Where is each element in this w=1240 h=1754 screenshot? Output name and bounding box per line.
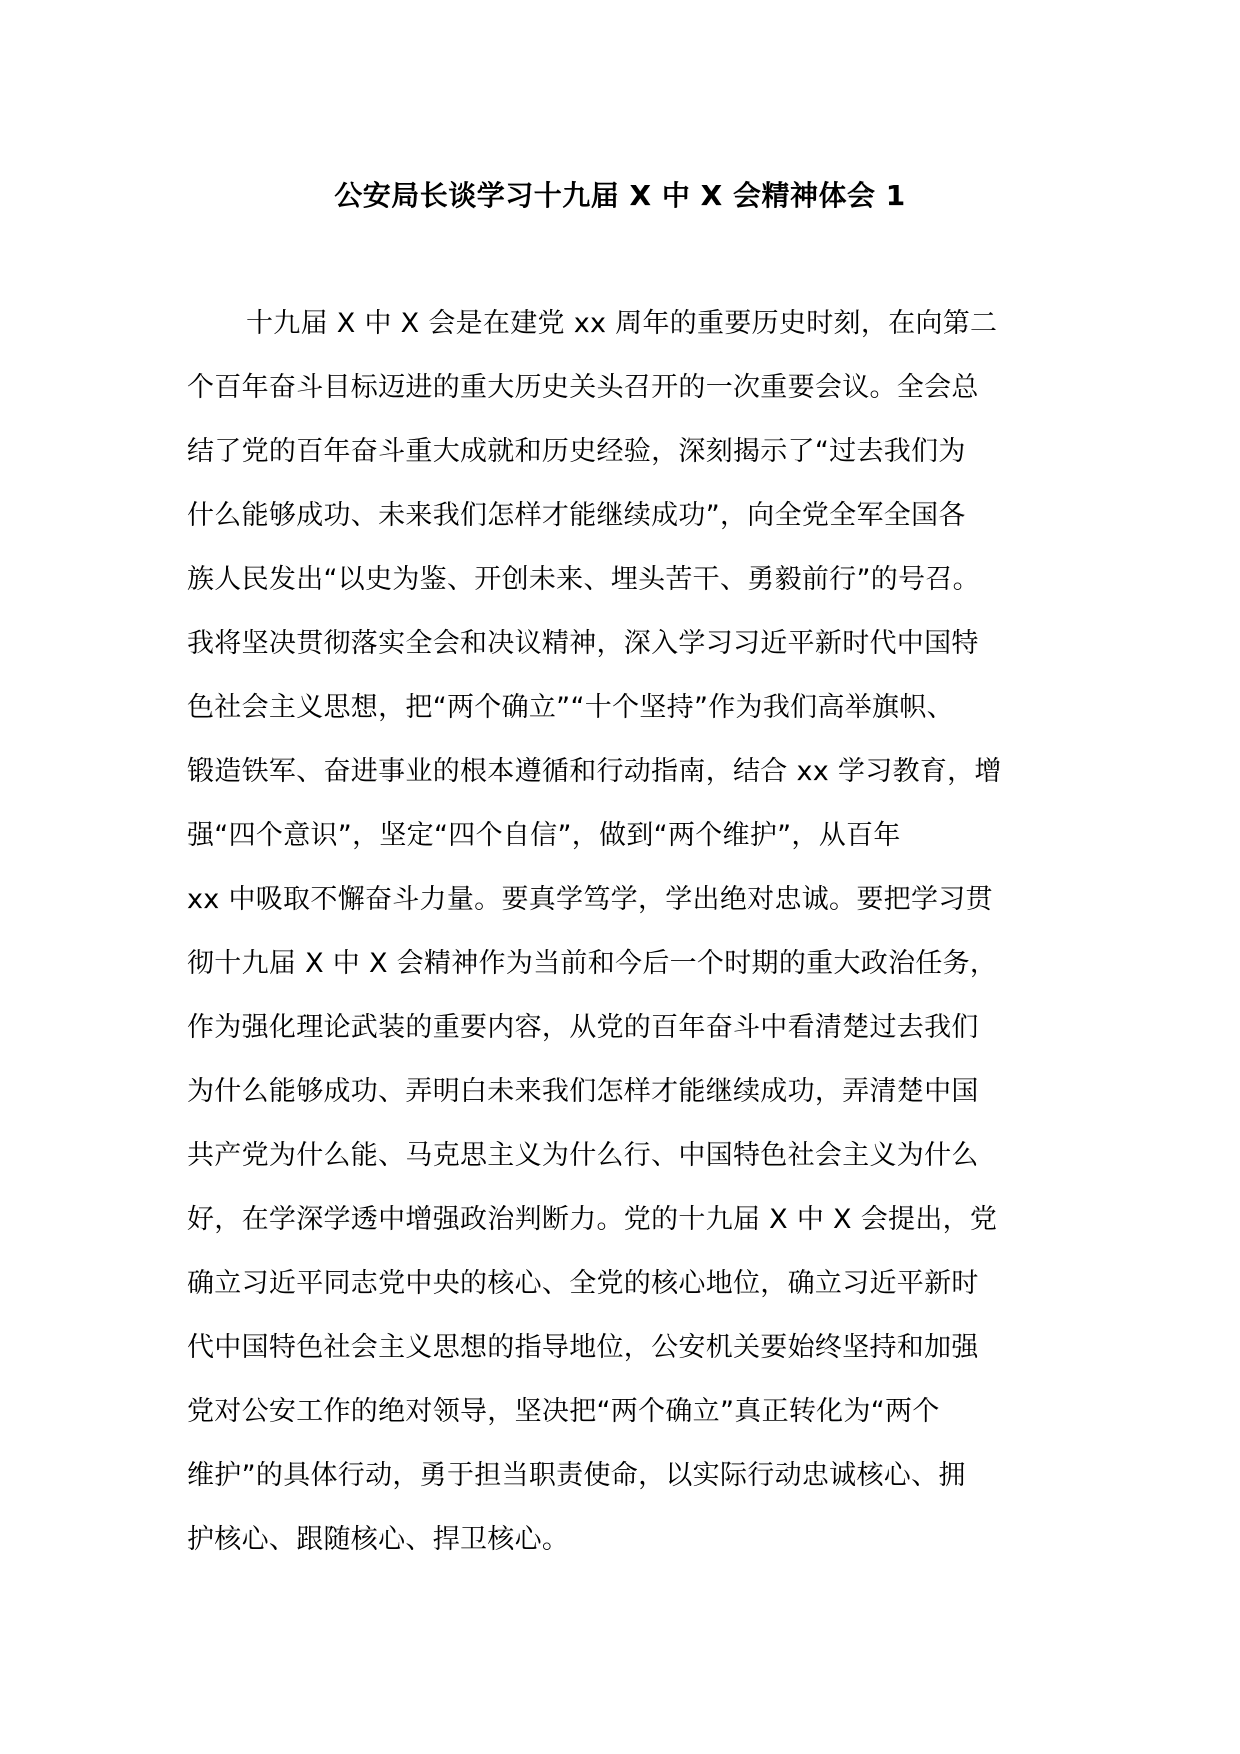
body-line: 护核心、跟随核心、捍卫核心。 xyxy=(187,1524,570,1555)
body-line: 锻造铁军、奋进事业的根本遵循和行动指南，结合 xx 学习教育，增 xyxy=(187,756,1002,787)
body-line: 强“四个意识”，坚定“四个自信”，做到“两个维护”，从百年 xyxy=(187,820,901,851)
body-line: 彻十九届 X 中 X 会精神作为当前和今后一个时期的重大政治任务， xyxy=(187,948,998,979)
body-line: 什么能够成功、未来我们怎样才能继续成功”，向全党全军全国各 xyxy=(187,500,966,531)
body-line: 个百年奋斗目标迈进的重大历史关头召开的一次重要会议。全会总 xyxy=(187,372,979,403)
body-line: 十九届 X 中 X 会是在建党 xx 周年的重要历史时刻，在向第二 xyxy=(246,308,998,339)
body-line: 我将坚决贯彻落实全会和决议精神，深入学习习近平新时代中国特 xyxy=(187,628,979,659)
body-line: 作为强化理论武装的重要内容，从党的百年奋斗中看清楚过去我们 xyxy=(187,1012,979,1043)
body-line: 代中国特色社会主义思想的指导地位，公安机关要始终坚持和加强 xyxy=(187,1332,979,1363)
body-line: 好，在学深学透中增强政治判断力。党的十九届 X 中 X 会提出，党 xyxy=(187,1204,998,1235)
body-line: 结了党的百年奋斗重大成就和历史经验，深刻揭示了“过去我们为 xyxy=(187,436,966,467)
body-line: 党对公安工作的绝对领导，坚决把“两个确立”真正转化为“两个 xyxy=(187,1396,940,1427)
body-line: 色社会主义思想，把“两个确立”“十个坚持”作为我们高举旗帜、 xyxy=(187,692,954,723)
body-line: 维护”的具体行动，勇于担当职责使命，以实际行动忠诚核心、拥 xyxy=(187,1460,966,1491)
body-line: 共产党为什么能、马克思主义为什么行、中国特色社会主义为什么 xyxy=(187,1140,979,1171)
body-line: 为什么能够成功、弄明白未来我们怎样才能继续成功，弄清楚中国 xyxy=(187,1076,979,1107)
body-line: 族人民发出“以史为鉴、开创未来、埋头苦干、勇毅前行”的号召。 xyxy=(187,564,980,595)
body-line: xx 中吸取不懈奋斗力量。要真学笃学，学出绝对忠诚。要把学习贯 xyxy=(187,884,993,915)
document-body xyxy=(187,292,1087,1572)
document-title: 公安局长谈学习十九届 X 中 X 会精神体会 1 xyxy=(334,179,906,212)
body-line: 确立习近平同志党中央的核心、全党的核心地位，确立习近平新时 xyxy=(187,1268,979,1299)
